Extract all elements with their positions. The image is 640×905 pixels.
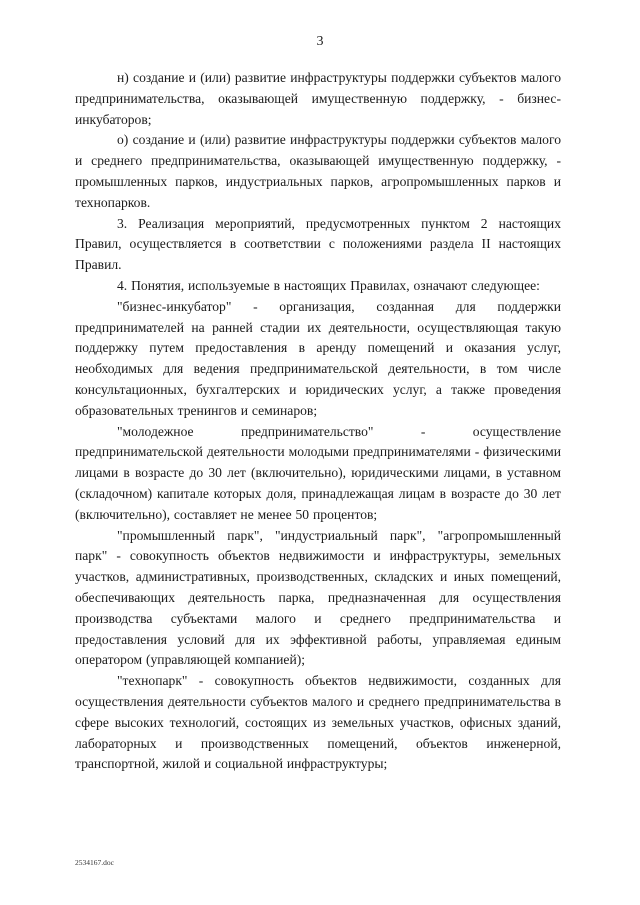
document-code: 2534167.doc xyxy=(75,858,114,867)
page-number: 3 xyxy=(316,34,324,49)
paragraph-o: о) создание и (или) развитие инфраструктуры поддержки субъектов малого и среднего предпринимательства, оказывающей имущественную поддержку, - промышленных парков, индустриальных парков, агропромышленных парков и технопарков. xyxy=(75,132,561,210)
paragraph-4: 4. Понятия, используемые в настоящих Правилах, означают следующее: xyxy=(117,277,540,293)
paragraph-3: 3. Реализация мероприятий, предусмотренных пунктом 2 настоящих Правил, осуществляется в соответствии с положениями раздела II настоящих Правил. xyxy=(75,215,561,273)
definition-technopark: "технопарк" - совокупность объектов недвижимости, созданных для осуществления деятельности субъектов малого и среднего предпринимательства в сфере высоких технологий, состоящих из земельных участков, офисных зданий, лабораторных и производственных помещений, объектов инженерной, транспортной, жилой и социальной инфраструктуры; xyxy=(75,673,561,772)
definition-business-incubator: "бизнес-инкубатор" - организация, созданная для поддержки предпринимателей на ранней стадии их деятельности, осуществляющая такую поддержку путем предоставления в аренду помещений и оказания услуг, необходимых для ведения предпринимательской деятельности, в том числе консультационных, бухгалтерских и юридических услуг, а также проведения образовательных тренингов и семинаров; xyxy=(75,298,561,418)
paragraph-n: н) создание и (или) развитие инфраструктуры поддержки субъектов малого предпринимательства, оказывающей имущественную поддержку, - бизнес-инкубаторов; xyxy=(75,70,561,127)
document-body xyxy=(75,68,561,775)
definition-industrial-park: "промышленный парк", "индустриальный парк", "агропромышленный парк" - совокупность объектов недвижимости и инфраструктуры, земельных участков, административных, производственных, складских и иных помещений, обеспечивающих деятельность парка, предназначенная для осуществления производства субъектами малого и среднего предпринимательства и предоставления условий для их эффективной работы, управляемая единым оператором (управляющей компанией); xyxy=(75,527,561,668)
definition-youth-entrepreneurship: "молодежное предпринимательство" - осуществление предпринимательской деятельности молодыми предпринимателями - физическими лицами в возрасте до 30 лет (включительно), юридическими лицами, в уставном (складочном) капитале которых доля, принадлежащая лицам в возрасте до 30 лет (включительно), составляет не менее 50 процентов; xyxy=(75,423,561,522)
